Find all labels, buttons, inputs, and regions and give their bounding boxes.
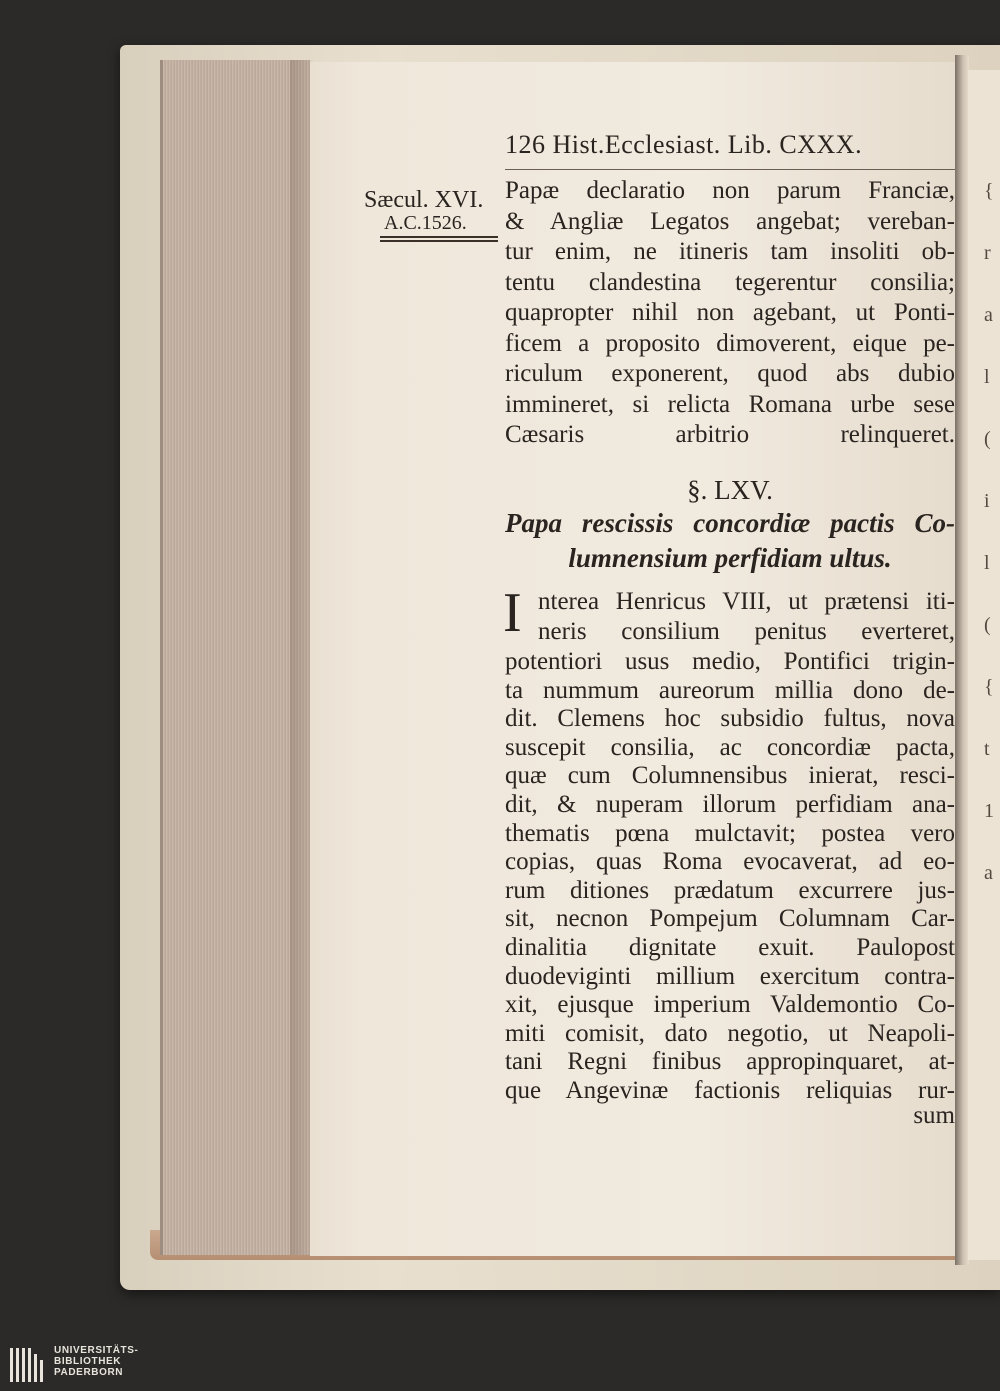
text-line: riculum exponerent, quod abs dubio	[505, 360, 955, 387]
text-line: & Angliæ Legatos angebat; vereban-	[505, 207, 955, 235]
text-line: quapropter nihil non agebant, ut Ponti-	[505, 299, 955, 326]
facing-page-glyph: t	[984, 738, 990, 760]
margin-rule	[380, 236, 498, 242]
text-line: rum ditiones prædatum excurrere jus-	[505, 876, 955, 904]
facing-page-glyph: l	[984, 552, 990, 574]
text-line: dinalitia dignitate exuit. Paulopost	[505, 934, 955, 961]
facing-page-glyph: l	[984, 366, 990, 388]
text-line: thematis pœna mulctavit; postea vero	[505, 819, 955, 847]
logo-text-line-2: BIBLIOTHEK	[54, 1356, 122, 1367]
text-line: que Angevinæ factionis reliquias rur-	[505, 1077, 955, 1104]
text-line: Papæ declaratio non parum Franciæ,	[505, 177, 955, 204]
facing-page-glyph: {	[984, 180, 994, 202]
text-line: xit, ejusque imperium Valdemontio Co-	[505, 991, 955, 1019]
text-line: nterea Henricus VIII, ut prætensi iti-	[538, 588, 955, 615]
facing-page-glyph: 1	[984, 800, 994, 822]
running-head: 126 Hist.Ecclesiast. Lib. CXXX.	[505, 130, 955, 170]
text-line: ta nummum aureorum millia dono de-	[505, 676, 955, 704]
text-line: quæ cum Columnensibus inierat, resci-	[505, 762, 955, 790]
page-edges	[160, 60, 310, 1255]
text-line: suscepit consilia, ac concordiæ pacta,	[505, 733, 955, 761]
text-line: copias, quas Roma evocaverat, ad eo-	[505, 848, 955, 876]
footer-bar	[0, 1340, 1000, 1391]
facing-page-glyph: {	[984, 676, 994, 698]
text-line: ficem a proposito dimoverent, eique pe-	[505, 329, 955, 357]
facing-page-glyph: i	[984, 490, 990, 512]
text-line: dit. Clemens hoc subsidio fultus, nova	[505, 705, 955, 733]
text-line: miti comisit, dato negotio, ut Neapoli-	[505, 1019, 955, 1047]
facing-page-glyph: (	[984, 428, 991, 450]
text-line: sit, necnon Pompejum Columnam Car-	[505, 905, 955, 933]
section-subtitle-line-1: Papa rescissis concordiæ pactis Co-	[505, 508, 955, 538]
text-line: Cæsaris arbitrio relinqueret.	[505, 421, 955, 448]
facing-page-glyph: (	[984, 614, 991, 636]
section-number: §. LXV.	[687, 475, 773, 505]
book-gutter	[955, 55, 969, 1265]
text-line: duodeviginti millium exercitum contra-	[505, 962, 955, 990]
text-line: neris consilium penitus everteret,	[538, 618, 955, 645]
section-subtitle-line-2: lumnensium perfidiam ultus.	[568, 543, 892, 573]
logo-text-line-1: UNIVERSITÄTS-	[54, 1345, 139, 1356]
text-line: tani Regni finibus appropinquaret, at-	[505, 1048, 955, 1076]
logo-text-line-3: PADERBORN	[54, 1367, 124, 1378]
facing-page-glyph: a	[984, 862, 993, 884]
facing-page-glyph: a	[984, 304, 993, 326]
text-line: dit, & nuperam illorum perfidiam ana-	[505, 791, 955, 818]
text-line: tur enim, ne itineris tam insoliti ob-	[505, 238, 955, 265]
drop-cap: I	[503, 582, 522, 644]
catchword: sum	[913, 1102, 955, 1129]
facing-page-glyph: r	[984, 242, 991, 264]
text-line: tentu clandestina tegerentur consilia;	[505, 268, 955, 296]
text-line: immineret, si relicta Romana urbe sese	[505, 390, 955, 418]
margin-note-year: A.C.1526.	[384, 212, 467, 234]
library-logo-icon	[8, 1344, 46, 1386]
margin-note-century: Sæcul. XVI.	[364, 187, 484, 213]
text-line: potentiori usus medio, Pontifici trigin-	[505, 648, 955, 675]
